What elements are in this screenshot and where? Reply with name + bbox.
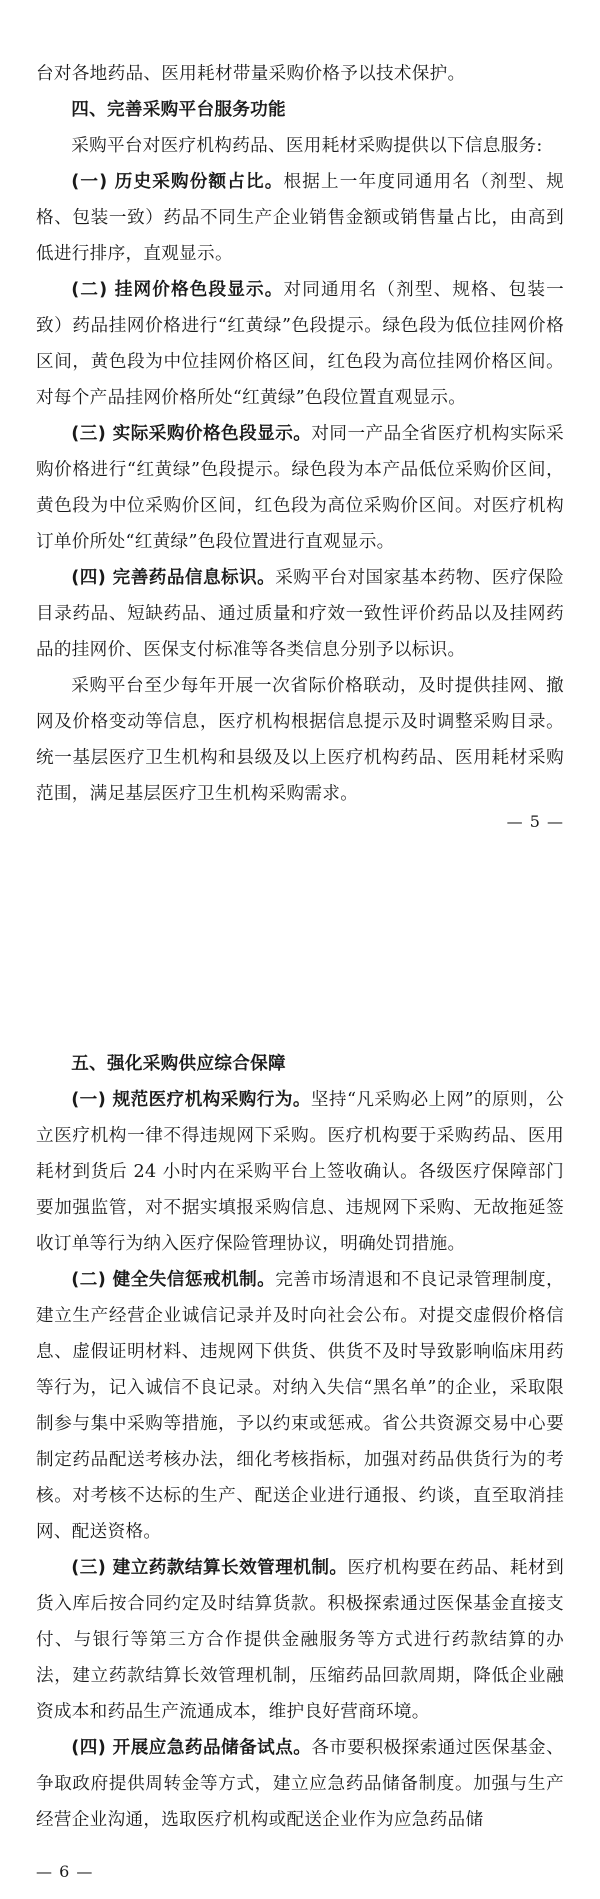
paragraph-item-1 bbox=[36, 1082, 564, 1262]
item-body: 医疗机构要在药品、耗材到货入库后按合同约定及时结算货款。积极探索通过医保基金直接支付、与银行等第三方合作提供金融服务等方式进行药款结算的办法，建立药款结算长效管理机制，压缩药品回款周期，降低企业融资成本和药品生产流通成本，维护良好营商环境。 bbox=[36, 1558, 564, 1722]
item-body: 对同通用名（剂型、规格、包装一致）药品挂网价格进行“红黄绿”色段提示。绿色段为低位挂网价格区间，黄色段为中位挂网价格区间，红色段为高位挂网价格区间。对每个产品挂网价格所处“红黄绿”色段位置直观显示。 bbox=[36, 280, 564, 408]
item-body: 完善市场清退和不良记录管理制度，建立生产经营企业诚信记录并及时向社会公布。对提交虚假价格信息、虚假证明材料、违规网下供货、供货不及时导致影响临床用药等行为，记入诚信不良记录。对纳入失信“黑名单”的企业，采取限制参与集中采购等措施，予以约束或惩戒。省公共资源交易中心要制定药品配送考核办法，细化考核指标，加强对药品供货行为的考核。对考核不达标的生产、配送企业进行通报、约谈，直至取消挂网、配送资格。 bbox=[36, 1270, 564, 1542]
item-title: (二) 挂网价格色段显示。 bbox=[71, 280, 284, 300]
page-number: — 5 — bbox=[506, 812, 564, 831]
page-number: — 6 — bbox=[36, 1862, 94, 1881]
paragraph-item-2 bbox=[36, 272, 564, 416]
section-heading-4: 四、完善采购平台服务功能 bbox=[71, 100, 286, 120]
paragraph-continuation: 台对各地药品、医用耗材带量采购价格予以技术保护。 bbox=[36, 64, 466, 84]
paragraph-item-4 bbox=[36, 560, 564, 668]
item-body: 坚持“凡采购必上网”的原则，公立医疗机构一律不得违规网下采购。医疗机构要于采购药品、医用耗材到货后 24 小时内在采购平台上签收确认。各级医疗保障部门要加强监管，对不据实填报采购信息、违规网下采购、无故拖延签收订单等行为纳入医疗保险管理协议，明确处罚措施。 bbox=[36, 1090, 564, 1254]
page-gap bbox=[0, 866, 600, 1042]
paragraph-item-2 bbox=[36, 1262, 564, 1550]
document-page-5 bbox=[0, 0, 600, 866]
paragraph-item-3 bbox=[36, 416, 564, 560]
item-body: 根据上一年度同通用名（剂型、规格、包装一致）药品不同生产企业销售金额或销售量占比，由高到低进行排序，直观显示。 bbox=[36, 172, 564, 264]
item-title: (四) 完善药品信息标识。 bbox=[71, 568, 276, 588]
paragraph-intro: 采购平台对医疗机构药品、医用耗材采购提供以下信息服务: bbox=[71, 136, 543, 156]
item-title: (四) 开展应急药品储备试点。 bbox=[71, 1738, 312, 1758]
item-body: 各市要积极探索通过医保基金、争取政府提供周转金等方式，建立应急药品储备制度。加强与生产经营企业沟通，选取医疗机构或配送企业作为应急药品储 bbox=[36, 1738, 565, 1830]
item-body: 采购平台对国家基本药物、医疗保险目录药品、短缺药品、通过质量和疗效一致性评价药品以及挂网药品的挂网价、医保支付标准等各类信息分别予以标识。 bbox=[36, 568, 564, 660]
item-title: (一) 规范医疗机构采购行为。 bbox=[71, 1090, 311, 1110]
item-title: (一) 历史采购份额占比。 bbox=[71, 172, 284, 192]
paragraph-closing: 采购平台至少每年开展一次省际价格联动，及时提供挂网、撤网及价格变动等信息，医疗机构根据信息提示及时调整采购目录。统一基层医疗卫生机构和县级及以上医疗机构药品、医用耗材采购范围，满足基层医疗卫生机构采购需求。 bbox=[36, 676, 564, 804]
paragraph-item-3 bbox=[36, 1550, 564, 1730]
item-title: (三) 建立药款结算长效管理机制。 bbox=[71, 1558, 348, 1578]
document-page-6 bbox=[0, 1042, 600, 1899]
paragraph-item-1 bbox=[36, 164, 564, 272]
section-heading-5: 五、强化采购供应综合保障 bbox=[71, 1054, 286, 1074]
item-title: (二) 健全失信惩戒机制。 bbox=[71, 1270, 276, 1290]
item-title: (三) 实际采购价格色段显示。 bbox=[71, 424, 312, 444]
paragraph-item-4 bbox=[36, 1730, 564, 1838]
item-body: 对同一产品全省医疗机构实际采购价格进行“红黄绿”色段提示。绿色段为本产品低位采购价区间，黄色段为中位采购价区间，红色段为高位采购价区间。对医疗机构订单价所处“红黄绿”色段位置进行直观显示。 bbox=[36, 424, 565, 552]
